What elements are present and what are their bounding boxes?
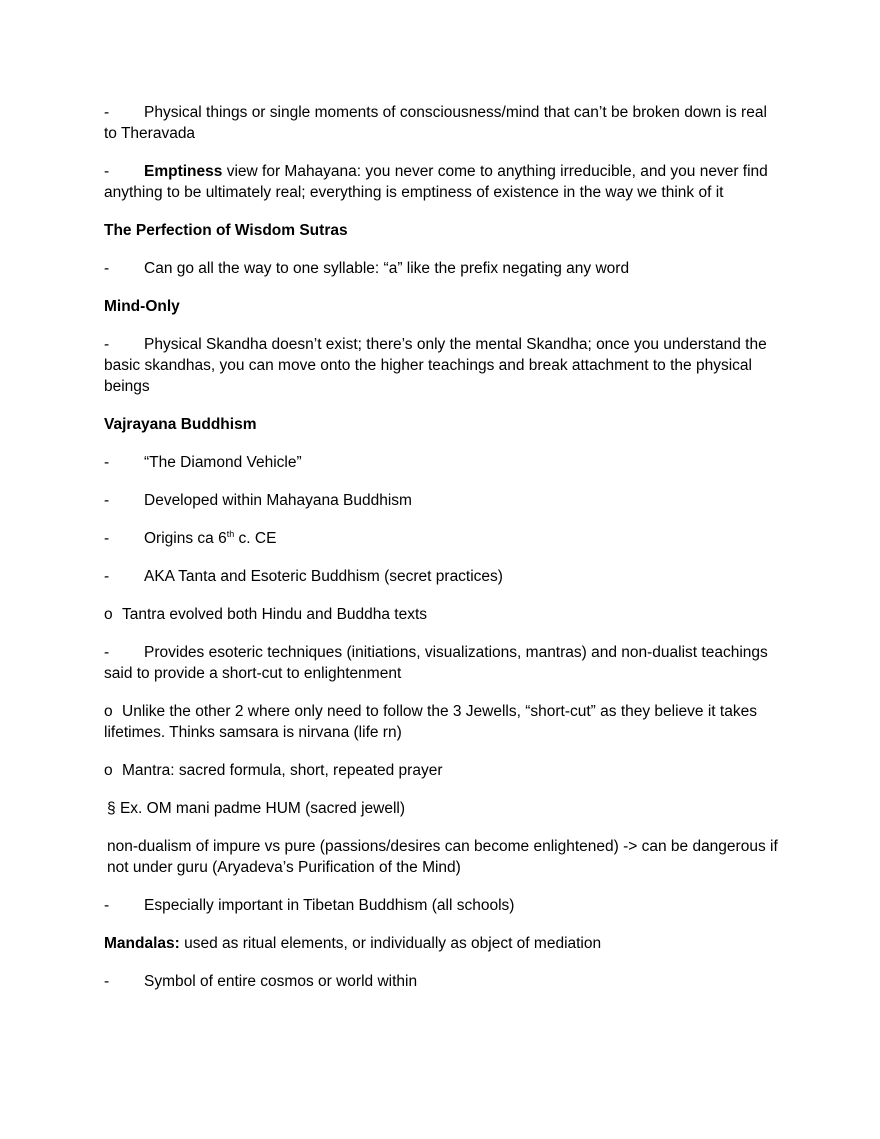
bullet-text: AKA Tanta and Esoteric Buddhism (secret practices)	[144, 568, 503, 585]
superscript-th: th	[226, 528, 235, 539]
bold-term: Mandalas:	[104, 935, 180, 952]
subbullet-short-cut	[104, 701, 784, 743]
bold-term: Emptiness	[144, 163, 223, 180]
bullet-text: Tantra evolved both Hindu and Buddha texts	[122, 606, 428, 623]
dash-marker: -	[104, 104, 110, 121]
bullet-diamond-vehicle	[104, 452, 784, 473]
bullet-text: Developed within Mahayana Buddhism	[144, 492, 412, 509]
bullet-text: Ex. OM mani padme HUM (sacred jewell)	[119, 800, 406, 817]
bullet-text: Mantra: sacred formula, short, repeated prayer	[122, 762, 443, 779]
paragraph-non-dualism: non-dualism of impure vs pure (passions/desires can become enlightened) -> can be dangerous if not under guru (Aryadeva’s Purification of the Mind)	[107, 838, 778, 876]
bullet-aka-tantra	[104, 566, 784, 587]
bullet-one-syllable	[104, 258, 784, 279]
dash-marker: -	[104, 644, 110, 661]
bullet-text: Physical Skandha doesn’t exist; there’s only the mental Skandha; once you understand the basic skandhas, you can move onto the higher teachings and break attachment to the physical beings	[104, 336, 767, 395]
heading-mind-only: Mind-Only	[104, 298, 180, 315]
subbullet-mantra	[104, 760, 784, 781]
dash-marker: -	[104, 897, 110, 914]
bullet-text: Provides esoteric techniques (initiations, visualizations, mantras) and non-dualist teachings said to provide a short-cut to enlightenment	[104, 644, 768, 682]
bullet-text: “The Diamond Vehicle”	[144, 454, 302, 471]
bullet-text: Symbol of entire cosmos or world within	[144, 973, 418, 990]
bullet-text: Origins ca 6	[144, 530, 227, 547]
bullet-developed-within	[104, 490, 784, 511]
bullet-skandha	[104, 334, 784, 397]
dash-marker: -	[104, 492, 110, 509]
bullet-cosmos	[104, 971, 784, 992]
bullet-text: Unlike the other 2 where only need to follow the 3 Jewells, “short-cut” as they believe it takes lifetimes. Thinks samsara is nirvana (life rn)	[104, 703, 757, 741]
circle-marker: o	[104, 606, 113, 623]
heading-perfection-of-wisdom: The Perfection of Wisdom Sutras	[104, 222, 348, 239]
dash-marker: -	[104, 336, 110, 353]
bullet-emptiness	[104, 161, 784, 203]
paragraph-mandalas	[104, 933, 784, 954]
document-page	[104, 102, 784, 1009]
paragraph-text: used as ritual elements, or individually as object of mediation	[179, 935, 602, 952]
subsubbullet-om-mani	[104, 798, 784, 819]
bullet-text: Can go all the way to one syllable: “a” like the prefix negating any word	[144, 260, 630, 277]
dash-marker: -	[104, 568, 110, 585]
heading-vajrayana: Vajrayana Buddhism	[104, 416, 257, 433]
bullet-esoteric-techniques	[104, 642, 784, 684]
dash-marker: -	[104, 454, 110, 471]
bullet-text: Especially important in Tibetan Buddhism (all schools)	[144, 897, 515, 914]
dash-marker: -	[104, 260, 110, 277]
dash-marker: -	[104, 973, 110, 990]
bullet-origins	[104, 528, 784, 549]
dash-marker: -	[104, 163, 110, 180]
bullet-text: Physical things or single moments of consciousness/mind that can’t be broken down is real to Theravada	[104, 104, 767, 142]
bullet-theravada-real	[104, 102, 784, 144]
section-marker: §	[107, 800, 116, 817]
circle-marker: o	[104, 762, 113, 779]
dash-marker: -	[104, 530, 110, 547]
circle-marker: o	[104, 703, 113, 720]
bullet-tibetan	[104, 895, 784, 916]
subbullet-tantra-evolved	[104, 604, 784, 625]
bullet-text: view for Mahayana: you never come to anything irreducible, and you never find anything to be ultimately real; everything is emptiness of existence in the way we think of it	[104, 163, 768, 201]
bullet-text-after: c. CE	[234, 530, 277, 547]
